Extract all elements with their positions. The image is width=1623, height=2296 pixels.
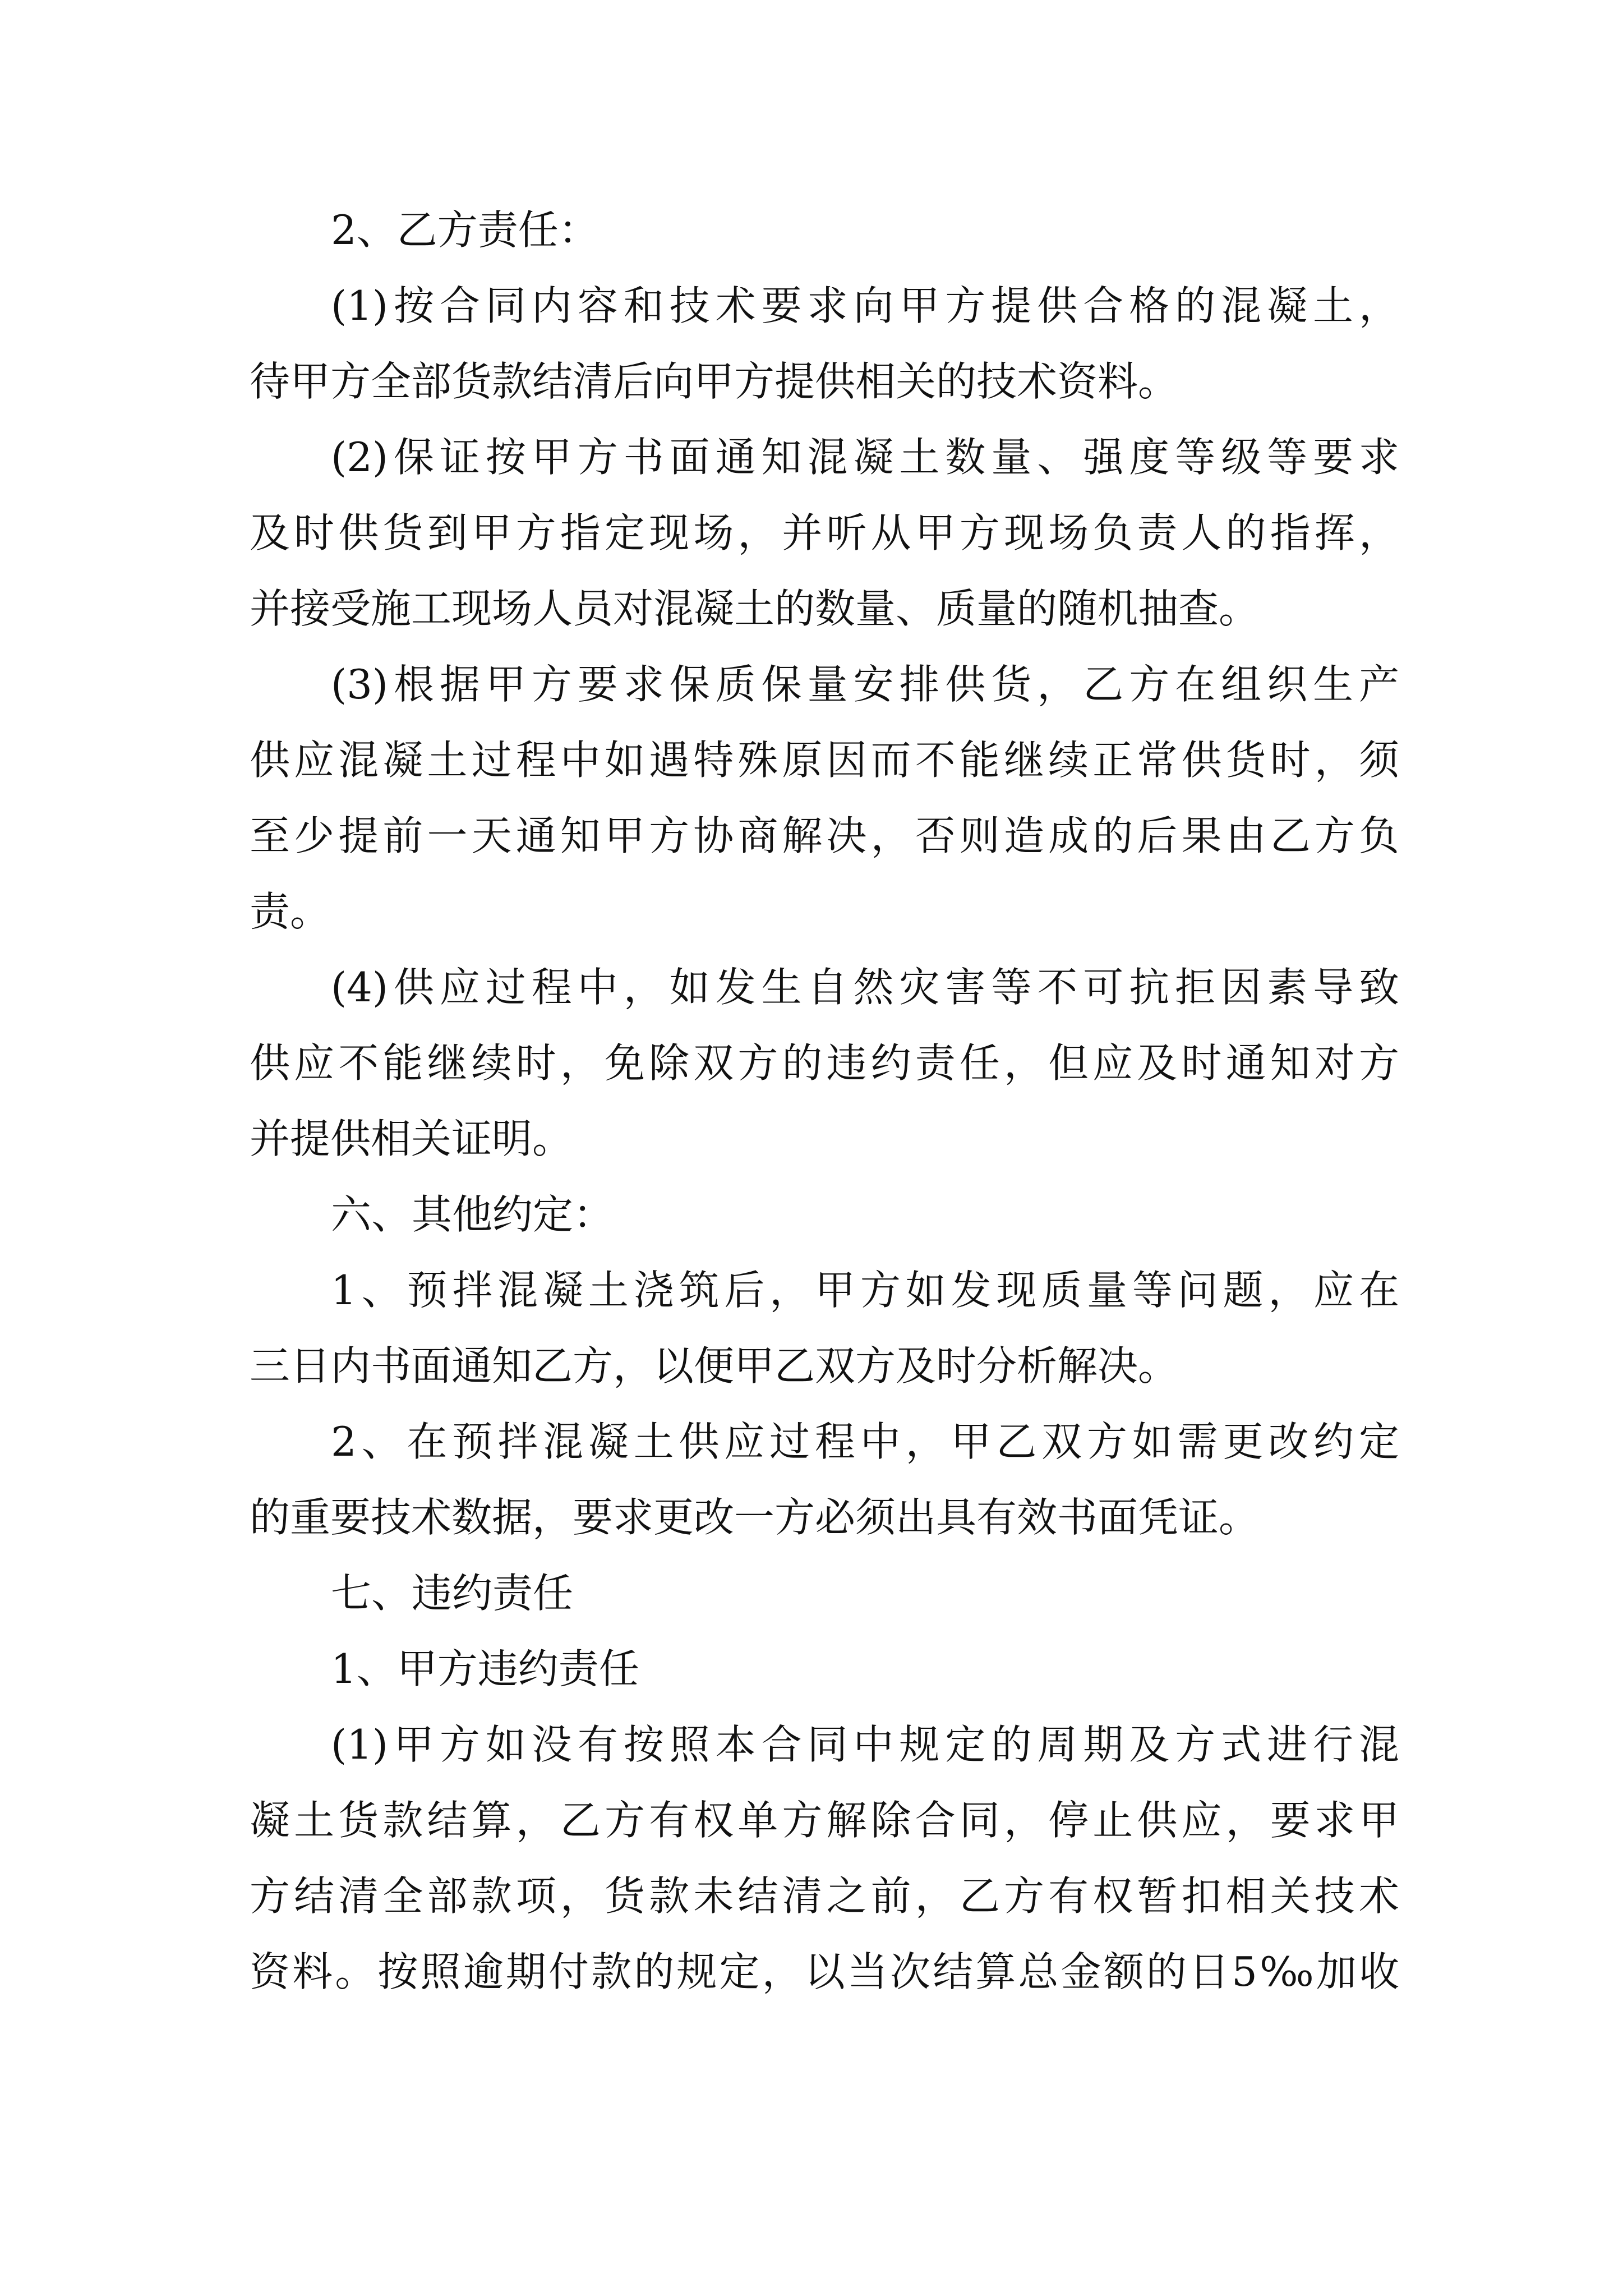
paragraph-line: 待甲方全部货款结清后向甲方提供相关的技术资料。 bbox=[250, 358, 1179, 405]
paragraph-line: 并接受施工现场人员对混凝土的数量、质量的随机抽查。 bbox=[250, 585, 1260, 632]
paragraph-line: 并提供相关证明。 bbox=[250, 1115, 573, 1162]
paragraph-line: 供应不能继续时，免除双方的违约责任，但应及时通知对方 bbox=[250, 1039, 1399, 1087]
paragraph-line: (4)供应过程中，如发生自然灾害等不可抗拒因素导致 bbox=[331, 964, 1399, 1011]
paragraph-line: 及时供货到甲方指定现场，并听从甲方现场负责人的指挥， bbox=[250, 509, 1399, 556]
paragraph-line: 至少提前一天通知甲方协商解决，否则造成的后果由乙方负 bbox=[250, 812, 1399, 859]
paragraph-line: 凝土货款结算，乙方有权单方解除合同，停止供应，要求甲 bbox=[250, 1797, 1399, 1844]
paragraph-line: 方结清全部款项，货款未结清之前，乙方有权暂扣相关技术 bbox=[250, 1872, 1399, 1920]
paragraph-line: 的重要技术数据，要求更改一方必须出具有效书面凭证。 bbox=[250, 1494, 1260, 1541]
paragraph-line: 三日内书面通知乙方，以便甲乙双方及时分析解决。 bbox=[250, 1342, 1179, 1389]
paragraph-line: 2、乙方责任： bbox=[331, 206, 599, 254]
paragraph-line: (1)甲方如没有按照本合同中规定的周期及方式进行混 bbox=[331, 1721, 1399, 1768]
paragraph-line: 2、在预拌混凝土供应过程中，甲乙双方如需更改约定 bbox=[331, 1418, 1399, 1465]
paragraph-line: (1)按合同内容和技术要求向甲方提供合格的混凝土， bbox=[331, 282, 1399, 329]
paragraph-line: 资料。按照逾期付款的规定，以当次结算总金额的日5‰加收 bbox=[250, 1948, 1399, 1995]
paragraph-line: 责。 bbox=[250, 888, 331, 935]
paragraph-line: (2)保证按甲方书面通知混凝土数量、强度等级等要求 bbox=[331, 434, 1399, 481]
subsection-heading: 1、甲方违约责任 bbox=[331, 1645, 639, 1692]
paragraph-line: 供应混凝土过程中如遇特殊原因而不能继续正常供货时，须 bbox=[250, 737, 1399, 784]
section-heading: 六、其他约定： bbox=[331, 1191, 614, 1238]
paragraph-line: 1、预拌混凝土浇筑后，甲方如发现质量等问题，应在 bbox=[331, 1267, 1399, 1314]
paragraph-line: (3)根据甲方要求保质保量安排供货，乙方在组织生产 bbox=[331, 661, 1399, 708]
section-heading: 七、违约责任 bbox=[331, 1570, 574, 1617]
